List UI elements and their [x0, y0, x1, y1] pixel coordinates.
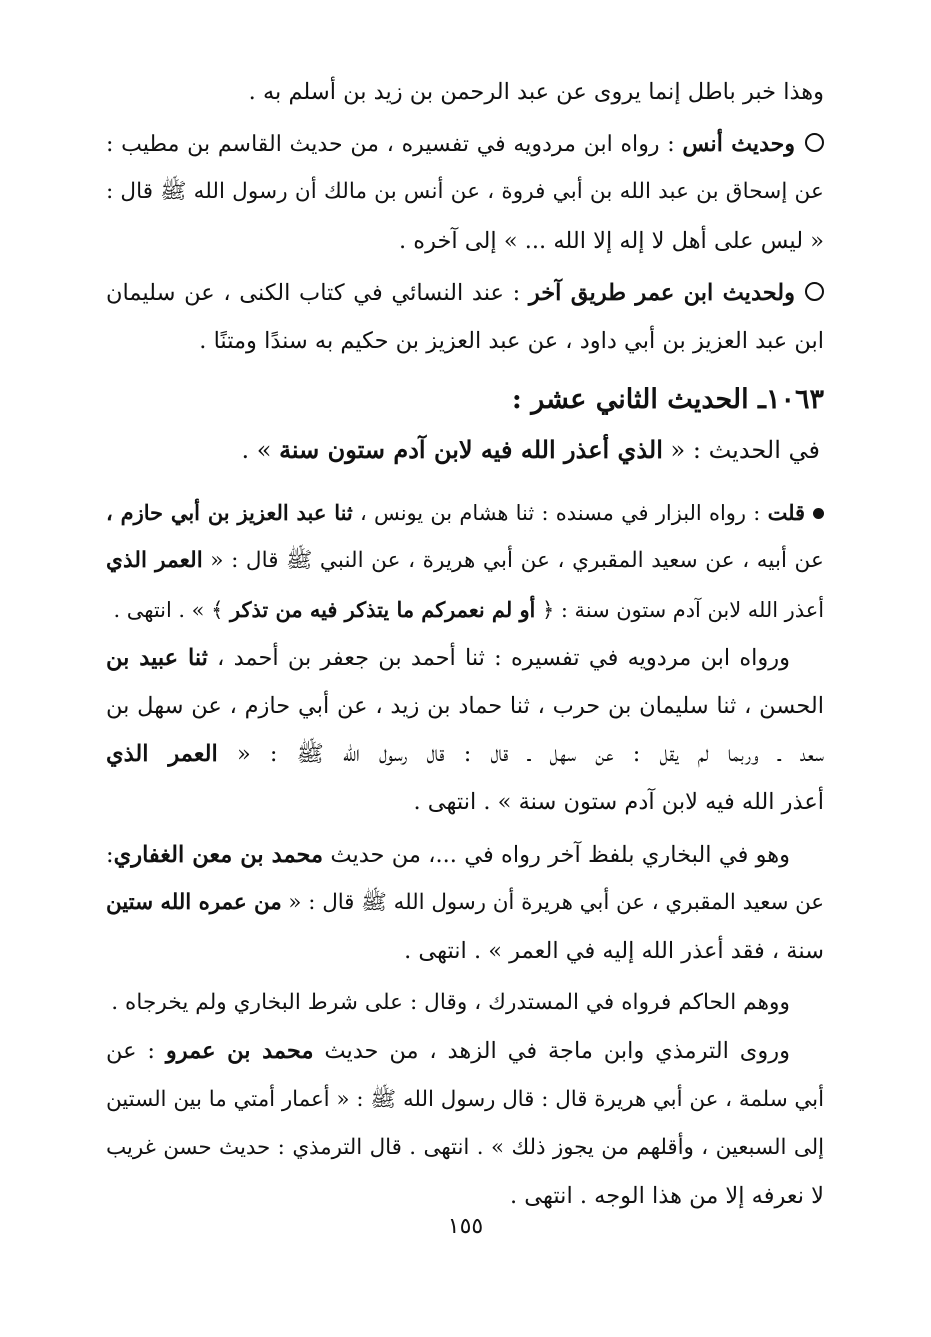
text-line: سعد ـ وربما لم يقل : عن سهل ـ قال : قال رسول الله ﷺ : « العمر الذي	[106, 741, 825, 768]
text-line: ورواه ابن مردويه في تفسيره : ثنا أحمد بن جعفر بن أحمد ، ثنا عبيد بن	[106, 644, 790, 671]
narrator-bold: ولحديث ابن عمر طريق آخر	[528, 279, 796, 306]
text-line: ووهم الحاكم فرواه في المستدرك ، وقال : على شرط البخاري ولم يخرجاه .	[111, 990, 790, 1016]
text-line: عن إسحاق بن عبد الله بن أبي فروة ، عن أنس بن مالك أن رسول الله ﷺ قال :	[106, 179, 824, 205]
text-line: الحسن ، ثنا سليمان بن حرب ، ثنا حماد بن زيد ، عن أبي حازم ، عن سهل بن	[106, 693, 824, 720]
text-line: عن سعيد المقبري ، عن أبي هريرة أن رسول الله ﷺ قال : « من عمره الله ستين	[106, 889, 824, 915]
section-heading: ١٠٦٣ـ الحديث الثاني عشر :	[511, 384, 824, 416]
text-line: أبي سلمة ، عن أبي هريرة قال : قال رسول الله ﷺ : « أعمار أمتي ما بين الستين	[106, 1086, 824, 1112]
text-line: وحديث أنس : رواه ابن مردويه في تفسيره ، من حديث القاسم بن مطيب :	[106, 120, 824, 168]
page-number: ١٥٥	[447, 1214, 484, 1239]
text-line: لا نعرفه إلا من هذا الوجه . انتهى .	[509, 1183, 824, 1210]
text-line: أعذر الله لابن آدم ستون سنة : ﴿ أو لم نعمركم ما يتذكر فيه من تذكر ﴾ » . انتهى .	[113, 596, 824, 622]
text-line: قلت : رواه البزار في مسنده : ثنا هشام بن يونس ، ثنا عبد العزيز بن أبي حازم ،	[106, 489, 824, 537]
text-line: وهذا خبر باطل إنما يروى عن عبد الرحمن بن زيد بن أسلم به .	[248, 79, 824, 105]
text-line: سنة ، فقد أعذر الله إليه في العمر » . انتهى .	[404, 938, 824, 965]
text-line: « ليس على أهل لا إله إلا الله ... » إلى آخره .	[398, 227, 824, 254]
text-line: أعذر الله فيه لابن آدم ستون سنة » . انتهى .	[413, 789, 824, 816]
text-line: وروى الترمذي وابن ماجة في الزهد ، من حديث محمد بن عمرو : عن	[106, 1038, 790, 1065]
text-line: عن أبيه ، عن سعيد المقبري ، عن أبي هريرة ، عن النبي ﷺ قال : « العمر الذي	[106, 548, 824, 574]
text-line: ولحديث ابن عمر طريق آخر : عند النسائي في كتاب الكنى ، عن سليمان	[106, 269, 824, 317]
text-line: ابن عبد العزيز بن أبي داود ، عن عبد العزيز بن حكيم به سندًا ومتنًا .	[199, 328, 824, 355]
text-line: إلى السبعين ، وأقلهم من يجوز ذلك » . انتهى . قال الترمذي : حديث حسن غريب	[106, 1134, 824, 1160]
hadith-title: في الحديث : « الذي أعذر الله فيه لابن آدم ستون سنة » .	[241, 435, 820, 465]
dot-bullet-icon	[813, 508, 824, 519]
qultu-bold: قلت	[767, 500, 805, 526]
circle-bullet-icon	[805, 282, 824, 301]
circle-bullet-icon	[805, 133, 824, 152]
narrator-bold: وحديث أنس	[682, 131, 795, 158]
page-body	[106, 68, 824, 1220]
text-line: وهو في البخاري بلفظ آخر رواه في ...، من حديث محمد بن معن الغفاري:	[106, 841, 790, 868]
